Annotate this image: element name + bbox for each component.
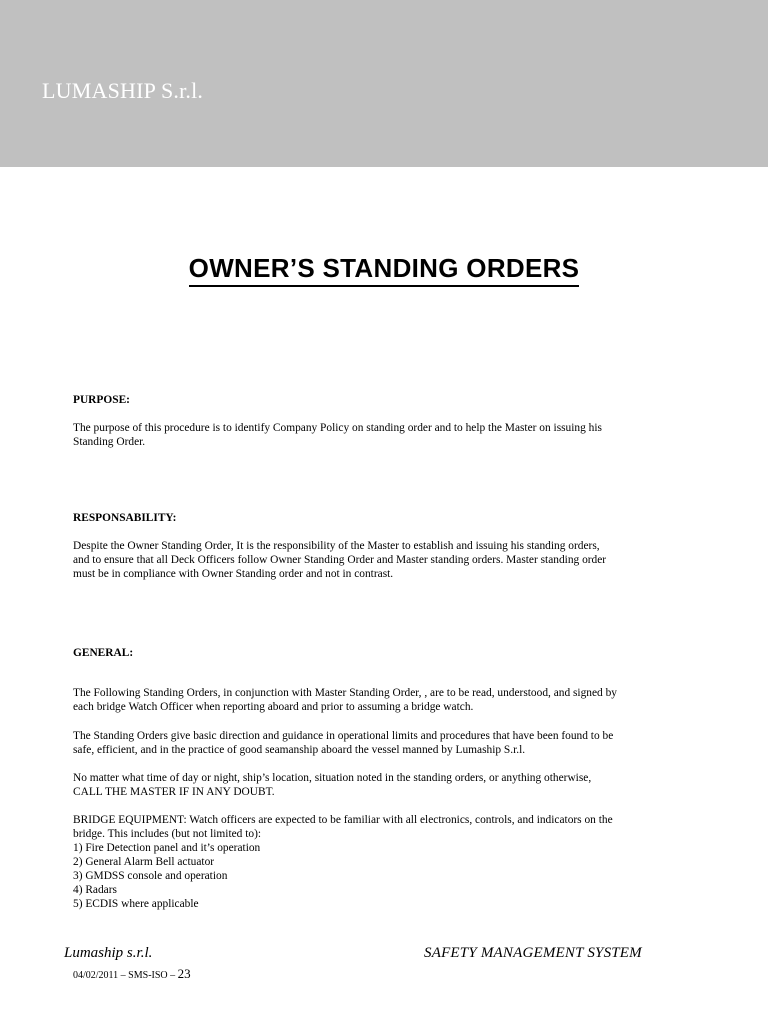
responsibility-text-line-2: and to ensure that all Deck Officers follow Owner Standing Order and Master standing orders. Master standing order [73,554,607,566]
general-p4-line-2: bridge. This includes (but not limited to): [73,828,262,840]
purpose-heading: PURPOSE: [73,394,130,406]
responsibility-heading: RESPONSABILITY: [73,512,177,524]
general-heading: GENERAL: [73,647,134,659]
general-p1-line-2: each bridge Watch Officer when reporting aboard and prior to assuming a bridge watch. [73,701,474,713]
bridge-equipment-list [73,841,693,911]
footer-code [73,966,191,982]
header-band [0,0,768,167]
general-p2-line-1: The Standing Orders give basic direction and guidance in operational limits and procedures that have been found to be [73,730,614,742]
general-section [73,646,693,660]
list-item: 5) ECDIS where applicable [73,898,199,910]
general-paragraph-3 [73,771,693,799]
list-item: 1) Fire Detection panel and it’s operation [73,842,261,854]
purpose-text-line-1: The purpose of this procedure is to identify Company Policy on standing order and to help the Master on issuing his [73,422,602,434]
list-item: 4) Radars [73,884,117,896]
responsibility-text-line-3: must be in compliance with Owner Standing order and not in contrast. [73,568,394,580]
list-item: 3) GMDSS console and operation [73,870,228,882]
list-item: 2) General Alarm Bell actuator [73,856,215,868]
general-p4-line-1: BRIDGE EQUIPMENT: Watch officers are expected to be familiar with all electronics, controls, and indicators on the [73,814,613,826]
purpose-text-line-2: Standing Order. [73,436,146,448]
footer-company: Lumaship s.r.l. [64,945,153,961]
document-title-text: OWNER’S STANDING ORDERS [189,253,580,287]
bridge-equipment-paragraph [73,813,693,911]
general-paragraph-1 [73,686,693,714]
page-number: 23 [177,966,191,981]
general-p3-line-1: No matter what time of day or night, ship’s location, situation noted in the standing orders, or anything otherwise, [73,772,592,784]
general-p3-line-2: CALL THE MASTER IF IN ANY DOUBT. [73,786,275,798]
general-p2-line-2: safe, efficient, and in the practice of good seamanship aboard the vessel manned by Lumaship S.r.l. [73,744,526,756]
general-paragraph-2 [73,729,693,757]
purpose-section [73,393,693,449]
footer-doc-code: 04/02/2011 – SMS-ISO – [73,970,178,981]
responsibility-text-line-1: Despite the Owner Standing Order, It is the responsibility of the Master to establish and issuing his standing orders, [73,540,600,552]
company-name: LUMASHIP S.r.l. [42,78,204,103]
responsibility-section [73,511,693,581]
general-p1-line-1: The Following Standing Orders, in conjunction with Master Standing Order, , are to be read, understood, and signed by [73,687,617,699]
footer-system: SAFETY MANAGEMENT SYSTEM [424,945,642,961]
document-title [0,253,768,284]
